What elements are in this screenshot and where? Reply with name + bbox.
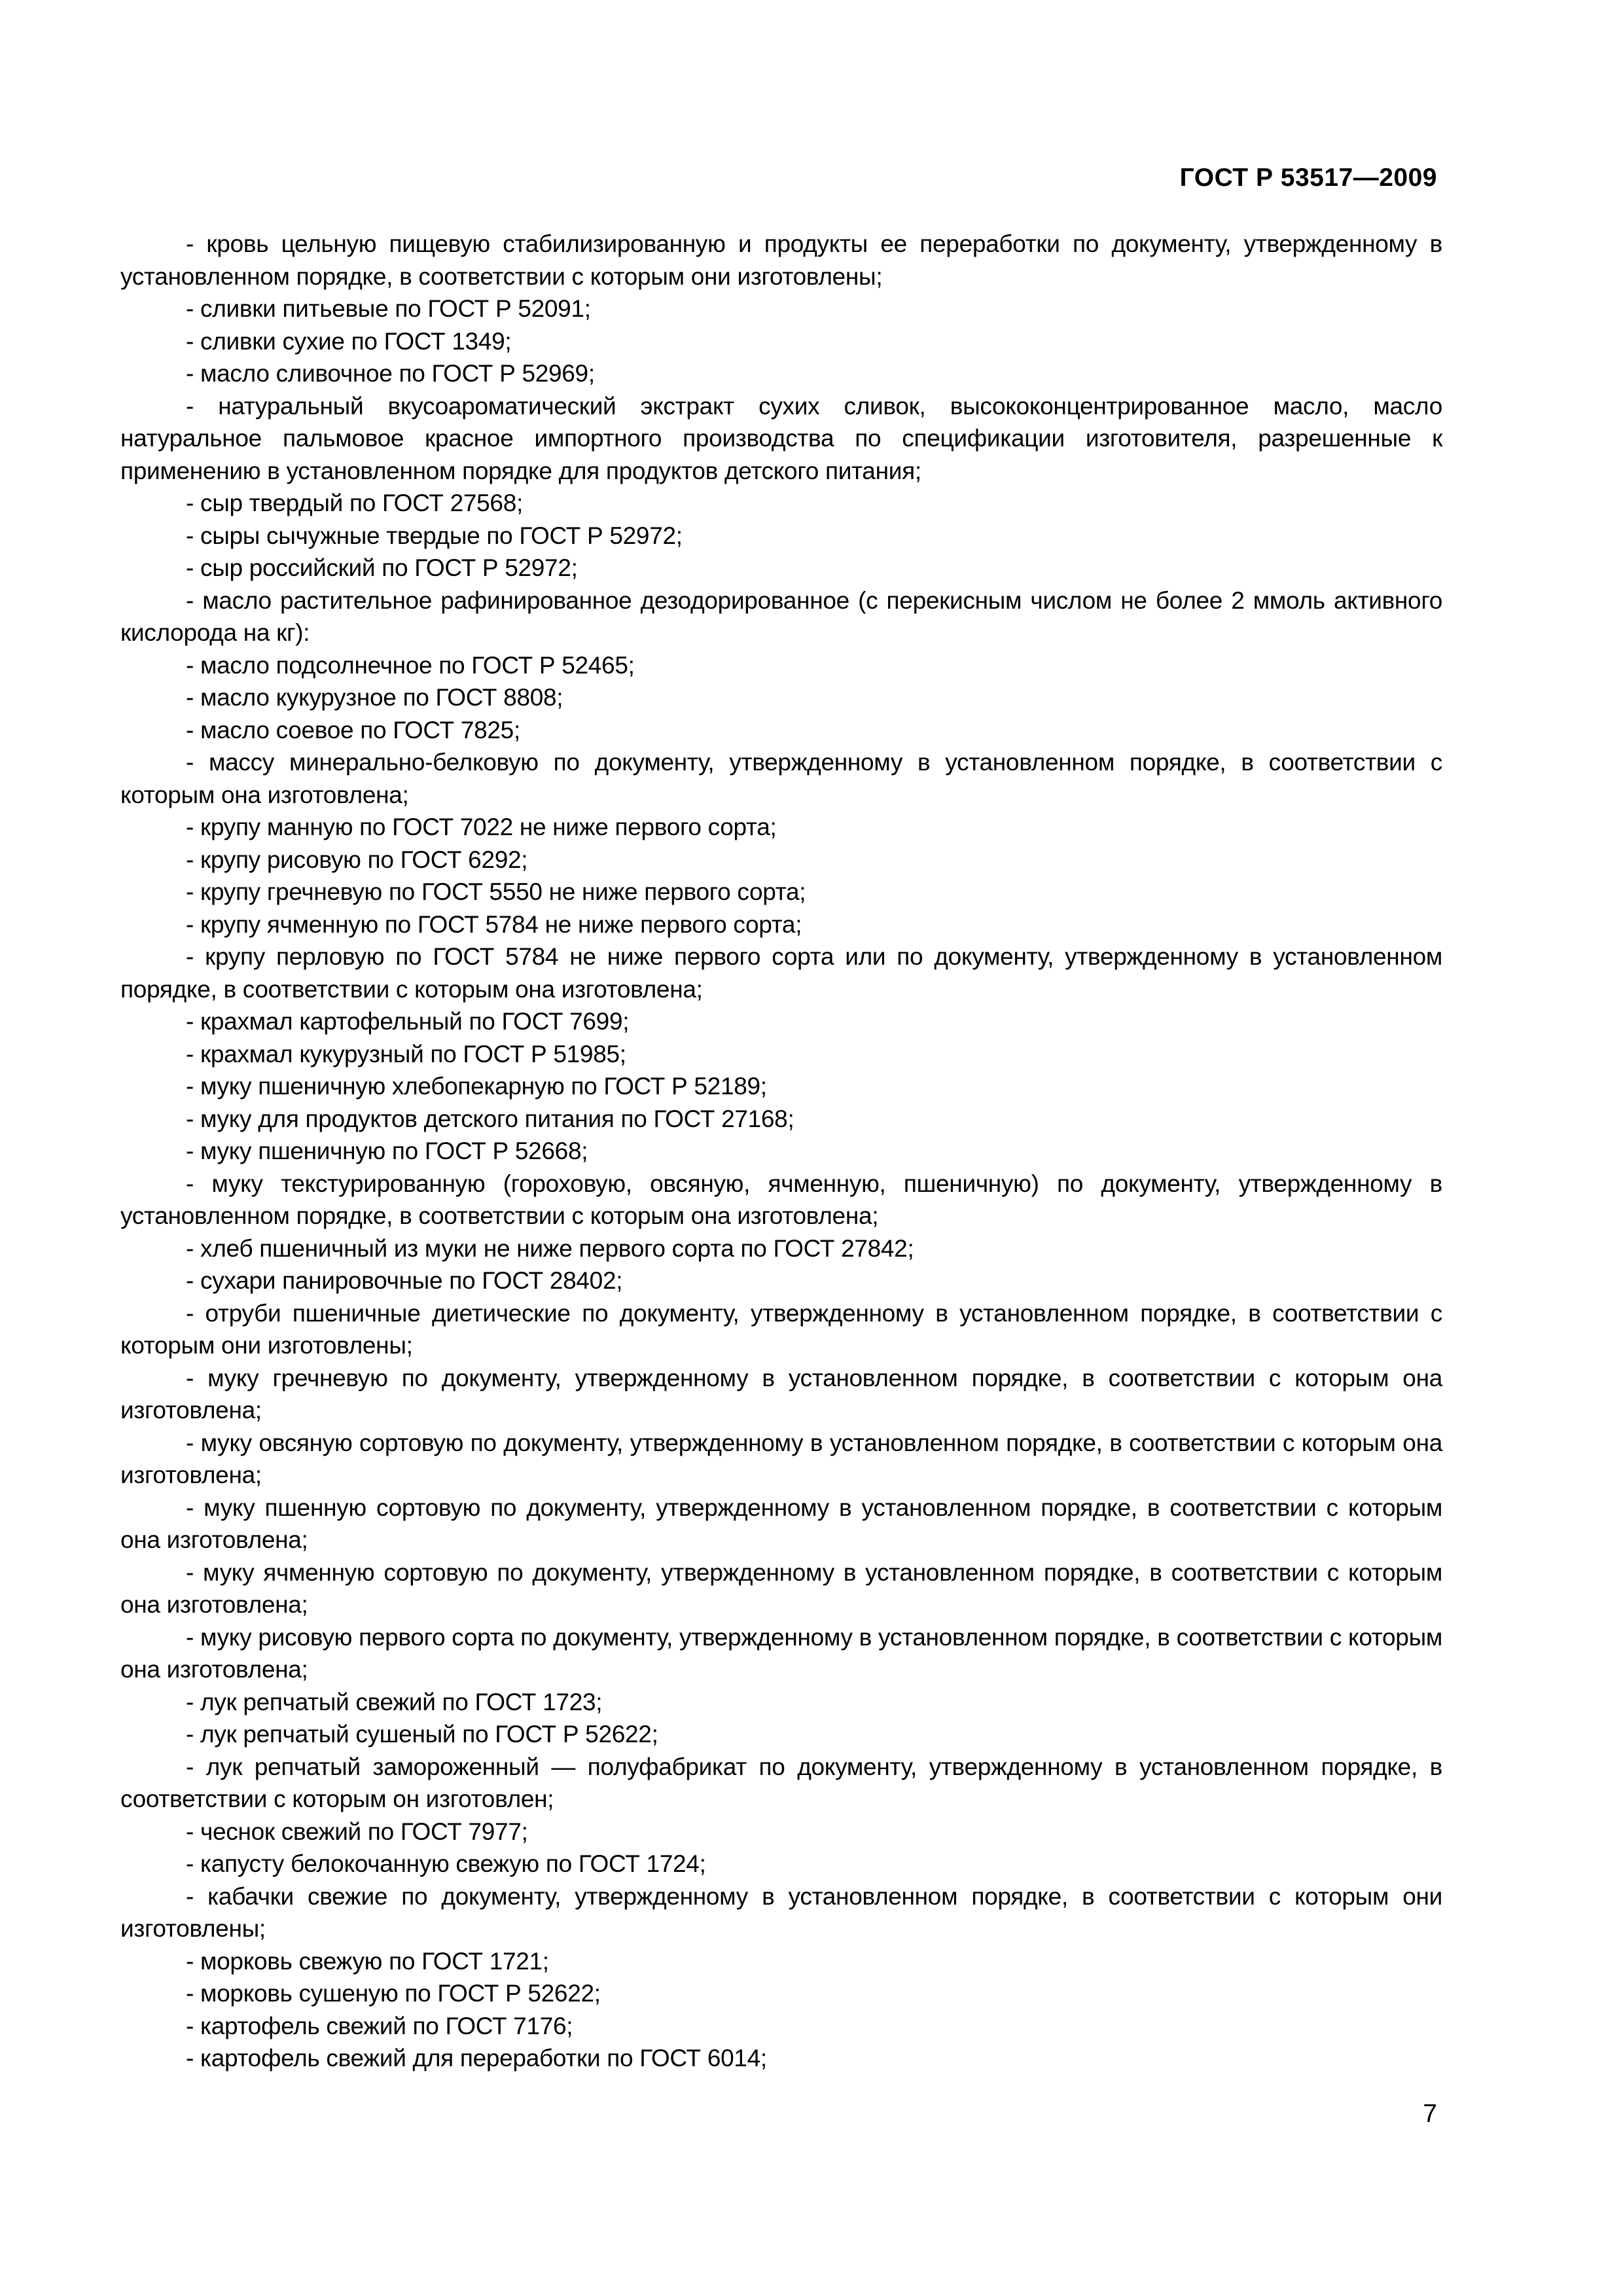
list-item: - морковь сушеную по ГОСТ Р 52622; [186, 1980, 601, 2007]
list-item: - капусту белокочанную свежую по ГОСТ 1724; [186, 1850, 706, 1877]
list-item: - крупу ячменную по ГОСТ 5784 не ниже первого сорта; [186, 910, 802, 938]
list-item: - лук репчатый свежий по ГОСТ 1723; [186, 1688, 603, 1715]
list-item: - масло кукурузное по ГОСТ 8808; [186, 684, 563, 711]
list-item: - крахмал кукурузный по ГОСТ Р 51985; [186, 1040, 626, 1067]
list-item: - сливки сухие по ГОСТ 1349; [186, 327, 512, 355]
list-item: - кровь цельную пищевую стабилизированную и продукты ее переработки по документу, утвержденному в установленном порядке, в соответствии с которым они изготовлены; [120, 230, 1442, 290]
list-item: - масло соевое по ГОСТ 7825; [186, 716, 520, 744]
list-item: - крупу рисовую по ГОСТ 6292; [186, 846, 528, 873]
list-item: - муку пшеничную по ГОСТ Р 52668; [186, 1138, 588, 1164]
list-item: - сливки питьевые по ГОСТ Р 52091; [186, 295, 591, 322]
list-item: - крупу гречневую по ГОСТ 5550 не ниже первого сорта; [186, 878, 806, 905]
list-item: - сыры сычужные твердые по ГОСТ Р 52972; [186, 522, 683, 549]
list-item: - муку пшеничную хлебопекарную по ГОСТ Р 52189; [186, 1073, 767, 1100]
list-item: - муку пшенную сортовую по документу, утвержденному в установленном порядке, в соответствии с которым она изготовлена; [120, 1494, 1442, 1553]
list-item: - крупу манную по ГОСТ 7022 не ниже первого сорта; [186, 814, 777, 840]
list-item: - массу минерально-белковую по документу, утвержденному в установленном порядке, в соответствии с которым она изготовлена; [120, 749, 1442, 808]
list-item: - натуральный вкусоароматический экстракт сухих сливок, высококонцентрированное масло, масло натуральное пальмовое красное импортного производства по спецификации изготовителя, разрешенные к применению в установленном порядке для продуктов детского питания; [120, 392, 1442, 484]
list-item: - муку рисовую первого сорта по документу, утвержденному в установленном порядке, в соответствии с которым она изготовлена; [120, 1623, 1442, 1683]
list-item: - сыр твердый по ГОСТ 27568; [186, 490, 523, 516]
list-item: - муку ячменную сортовую по документу, утвержденному в установленном порядке, в соответствии с которым она изготовлена; [120, 1558, 1442, 1618]
list-item: - крупу перловую по ГОСТ 5784 не ниже первого сорта или по документу, утвержденному в установленном порядке, в соответствии с которым она изготовлена; [120, 943, 1442, 1003]
list-item: - хлеб пшеничный из муки не ниже первого сорта по ГОСТ 27842; [186, 1234, 914, 1262]
standard-designation: ГОСТ Р 53517—2009 [1179, 164, 1437, 192]
list-item: - сухари панировочные по ГОСТ 28402; [186, 1267, 623, 1294]
list-item: - масло подсолнечное по ГОСТ Р 52465; [186, 651, 635, 679]
list-item: - отруби пшеничные диетические по документу, утвержденному в установленном порядке, в соответствии с которым они изготовлены; [120, 1299, 1442, 1359]
list-item: - морковь свежую по ГОСТ 1721; [186, 1947, 549, 1975]
list-item: - муку для продуктов детского питания по ГОСТ 27168; [186, 1105, 794, 1132]
list-item: - муку текстурированную (гороховую, овсяную, ячменную, пшеничную) по документу, утвержденному в установленном порядке, в соответствии с которым она изготовлена; [120, 1170, 1442, 1229]
list-item: - картофель свежий для переработки по ГОСТ 6014; [186, 2045, 767, 2072]
list-item: - чеснок свежий по ГОСТ 7977; [186, 1818, 528, 1845]
list-item: - муку гречневую по документу, утвержденному в установленном порядке, в соответствии с которым она изготовлена; [120, 1364, 1442, 1424]
ingredient-list [120, 228, 1442, 2075]
list-item: - лук репчатый замороженный — полуфабрикат по документу, утвержденному в установленном порядке, в соответствии с которым он изготовлен; [120, 1753, 1442, 1812]
list-item: - масло растительное рафинированное дезодорированное (с перекисным числом не более 2 ммоль активного кислорода на кг): [120, 586, 1442, 646]
page-number: 7 [1423, 2100, 1437, 2128]
list-item: - лук репчатый сушеный по ГОСТ Р 52622; [186, 1721, 658, 1748]
list-item: - масло сливочное по ГОСТ Р 52969; [186, 360, 595, 387]
list-item: - сыр российский по ГОСТ Р 52972; [186, 554, 578, 581]
list-item: - крахмал картофельный по ГОСТ 7699; [186, 1008, 630, 1035]
list-item: - муку овсяную сортовую по документу, утвержденному в установленном порядке, в соответствии с которым она изготовлена; [120, 1429, 1442, 1488]
list-item: - кабачки свежие по документу, утвержденному в установленном порядке, в соответствии с которым они изготовлены; [120, 1882, 1442, 1942]
list-item: - картофель свежий по ГОСТ 7176; [186, 2012, 573, 2039]
